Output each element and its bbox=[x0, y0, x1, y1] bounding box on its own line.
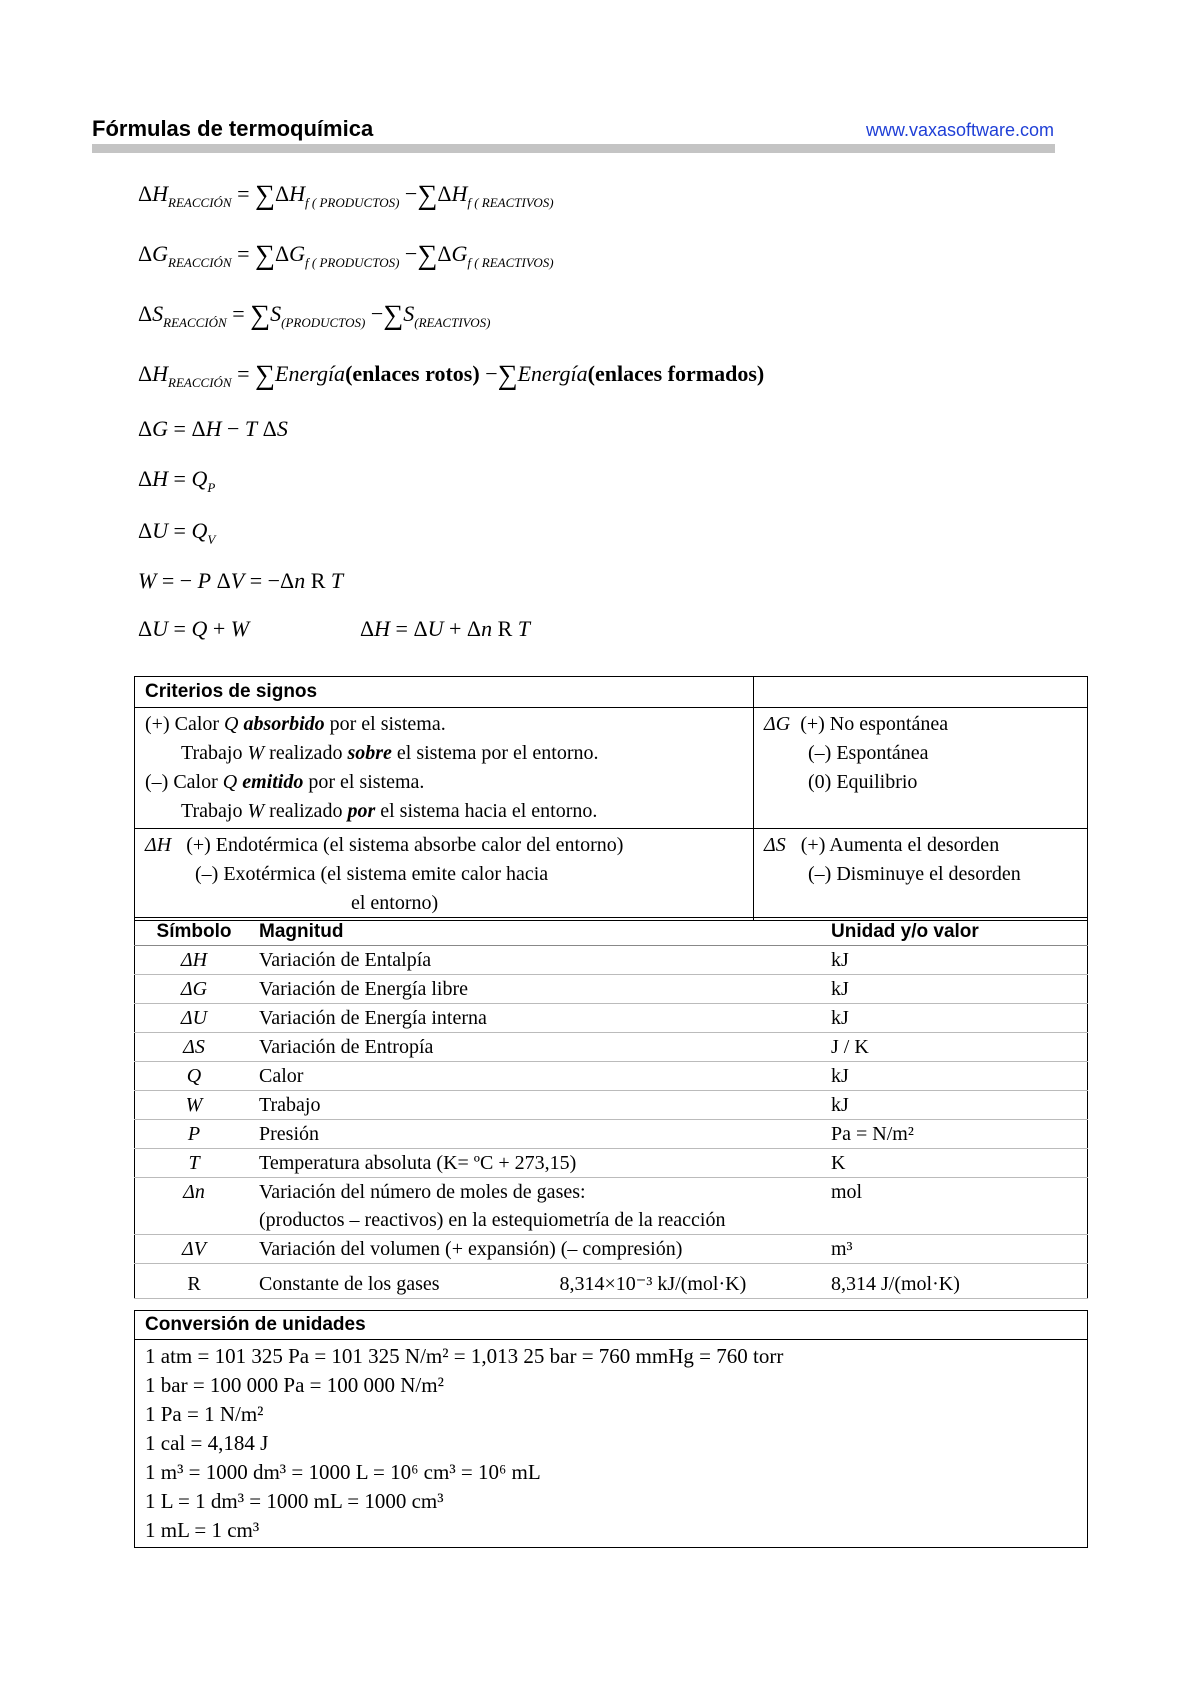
unit-cell: J / K bbox=[825, 1033, 1088, 1062]
unit-cell: kJ bbox=[825, 946, 1088, 975]
magnitude-cell: Variación de Entropía bbox=[253, 1033, 825, 1062]
formula-h-u: ΔH = ΔU + Δn R T bbox=[360, 616, 530, 641]
sign-criteria-enthalpy: ΔH (+) Endotérmica (el sistema absorbe calor del entorno) (–) Exotérmica (el sistema emite calor hacia el entorno) bbox=[135, 829, 754, 921]
magnitude-cell bbox=[253, 1178, 825, 1235]
magnitude-cell: Variación de Energía interna bbox=[253, 1004, 825, 1033]
unit-cell: m³ bbox=[825, 1235, 1088, 1264]
col-symbol-header: Símbolo bbox=[135, 918, 254, 946]
sign-criteria-header-empty bbox=[754, 677, 1088, 708]
sign-criteria-table bbox=[134, 676, 1088, 921]
sign-criteria-heat-work: (+) Calor Q absorbido por el sistema. Trabajo W realizado sobre el sistema por el entorno. (–) Calor Q emitido por el sistema. Trabajo W realizado por el sistema hacia el entorno. bbox=[135, 708, 754, 829]
unit-cell: K bbox=[825, 1149, 1088, 1178]
conversion-line: 1 bar = 100 000 Pa = 100 000 N/m² bbox=[145, 1373, 444, 1397]
symbol-cell: ΔG bbox=[135, 975, 254, 1004]
sign-criteria-entropy: ΔS (+) Aumenta el desorden (–) Disminuye el desorden bbox=[754, 829, 1088, 921]
formula-qp: $\Delta H = Q_P$ bbox=[138, 466, 216, 495]
symbol-cell: ΔV bbox=[135, 1235, 254, 1264]
conversion-line: 1 Pa = 1 N/m² bbox=[145, 1402, 264, 1426]
unit-conversion-body bbox=[135, 1340, 1088, 1548]
unit-cell: kJ bbox=[825, 1004, 1088, 1033]
unit-cell: kJ bbox=[825, 975, 1088, 1004]
table-row bbox=[135, 1235, 1088, 1264]
table-row bbox=[135, 1264, 1088, 1299]
magnitude-cell: Presión bbox=[253, 1120, 825, 1149]
magnitude-cell: Trabajo bbox=[253, 1091, 825, 1120]
symbol-cell: ΔU bbox=[135, 1004, 254, 1033]
sign-criteria-header: Criterios de signos bbox=[135, 677, 754, 708]
conversion-line: 1 L = 1 dm³ = 1000 mL = 1000 cm³ bbox=[145, 1489, 444, 1513]
table-row bbox=[135, 1033, 1088, 1062]
conversion-line: 1 cal = 4,184 J bbox=[145, 1431, 269, 1455]
table-row bbox=[135, 975, 1088, 1004]
title-divider bbox=[92, 144, 1055, 153]
symbol-cell: Q bbox=[135, 1062, 254, 1091]
unit-cell: mol bbox=[825, 1178, 1088, 1235]
unit-cell: Pa = N/m² bbox=[825, 1120, 1088, 1149]
unit-cell: kJ bbox=[825, 1062, 1088, 1091]
conversion-line: 1 m³ = 1000 dm³ = 1000 L = 10⁶ cm³ = 10⁶ mL bbox=[145, 1460, 541, 1484]
gas-constant-kj: 8,314×10⁻³ kJ/(mol·K) bbox=[559, 1273, 747, 1295]
unit-cell: kJ bbox=[825, 1091, 1088, 1120]
conversion-line: 1 mL = 1 cm³ bbox=[145, 1518, 260, 1542]
dn-line-2: (productos – reactivos) en la estequiometría de la reacción bbox=[259, 1209, 726, 1231]
symbol-cell: P bbox=[135, 1120, 254, 1149]
magnitude-cell: Temperatura absoluta (K= ºC + 273,15) bbox=[253, 1149, 825, 1178]
website-link[interactable]: www.vaxasoftware.com bbox=[865, 120, 1054, 140]
table-row bbox=[135, 1178, 1088, 1235]
col-magnitude-header: Magnitud bbox=[253, 918, 825, 946]
formula-first-law: ΔU = Q + W bbox=[138, 616, 250, 641]
table-row bbox=[135, 1149, 1088, 1178]
col-unit-header: Unidad y/o valor bbox=[825, 918, 1088, 946]
formula-entropy: $\Delta S_{REACCIÓN} = \sum S_{(PRODUCTOS)} -\sum S_{(REACTIVOS)}$ bbox=[138, 300, 491, 331]
formula-enthalpy: $\Delta H_{REACCIÓN} = \sum\Delta H_{f ( PRODUCTOS)} -\sum\Delta H_{f ( REACTIVOS)}$ bbox=[138, 180, 554, 211]
formula-bond-energy: $\Delta H_{REACCIÓN}$ = ∑Energía(enlaces rotos) −∑Energía(enlaces formados) bbox=[138, 360, 765, 391]
formula-gibbs: $\Delta G_{REACCIÓN} = \sum\Delta G_{f ( PRODUCTOS)} -\sum\Delta G_{f ( REACTIVOS)}$ bbox=[138, 240, 554, 271]
table-row bbox=[135, 1120, 1088, 1149]
symbol-cell: W bbox=[135, 1091, 254, 1120]
formula-gibbs-relation: ΔG = ΔH − T ΔS bbox=[138, 416, 288, 441]
page-title: Fórmulas de termoquímica bbox=[92, 116, 374, 141]
table-row bbox=[135, 946, 1088, 975]
unit-cell: 8,314 J/(mol·K) bbox=[825, 1264, 1088, 1299]
formula-qv: $\Delta U = Q_V$ bbox=[138, 518, 216, 547]
symbol-cell: ΔS bbox=[135, 1033, 254, 1062]
table-row bbox=[135, 1062, 1088, 1091]
gas-constant-name: Constante de los gases bbox=[259, 1273, 440, 1295]
formula-work: W = − P ΔV = −Δn R T bbox=[138, 568, 344, 593]
magnitude-cell: Variación de Energía libre bbox=[253, 975, 825, 1004]
symbol-cell: Δn bbox=[135, 1178, 254, 1235]
magnitudes-table bbox=[134, 917, 1088, 1299]
magnitude-cell bbox=[253, 1264, 825, 1299]
dn-line-1: Variación del número de moles de gases: bbox=[259, 1181, 586, 1203]
unit-conversion-header: Conversión de unidades bbox=[135, 1311, 1088, 1340]
magnitude-cell: Calor bbox=[253, 1062, 825, 1091]
table-row bbox=[135, 1004, 1088, 1033]
table-row bbox=[135, 1091, 1088, 1120]
magnitude-cell: Variación del volumen (+ expansión) (– compresión) bbox=[253, 1235, 825, 1264]
conversion-line: 1 atm = 101 325 Pa = 101 325 N/m² = 1,013 25 bar = 760 mmHg = 760 torr bbox=[145, 1344, 784, 1368]
unit-conversion-table bbox=[134, 1310, 1088, 1548]
magnitudes-header-row bbox=[135, 918, 1088, 946]
symbol-cell: T bbox=[135, 1149, 254, 1178]
symbol-cell: ΔH bbox=[135, 946, 254, 975]
symbol-cell: R bbox=[135, 1264, 254, 1299]
sign-criteria-gibbs: ΔG (+) No espontánea (–) Espontánea (0) Equilibrio bbox=[754, 708, 1088, 829]
magnitude-cell: Variación de Entalpía bbox=[253, 946, 825, 975]
